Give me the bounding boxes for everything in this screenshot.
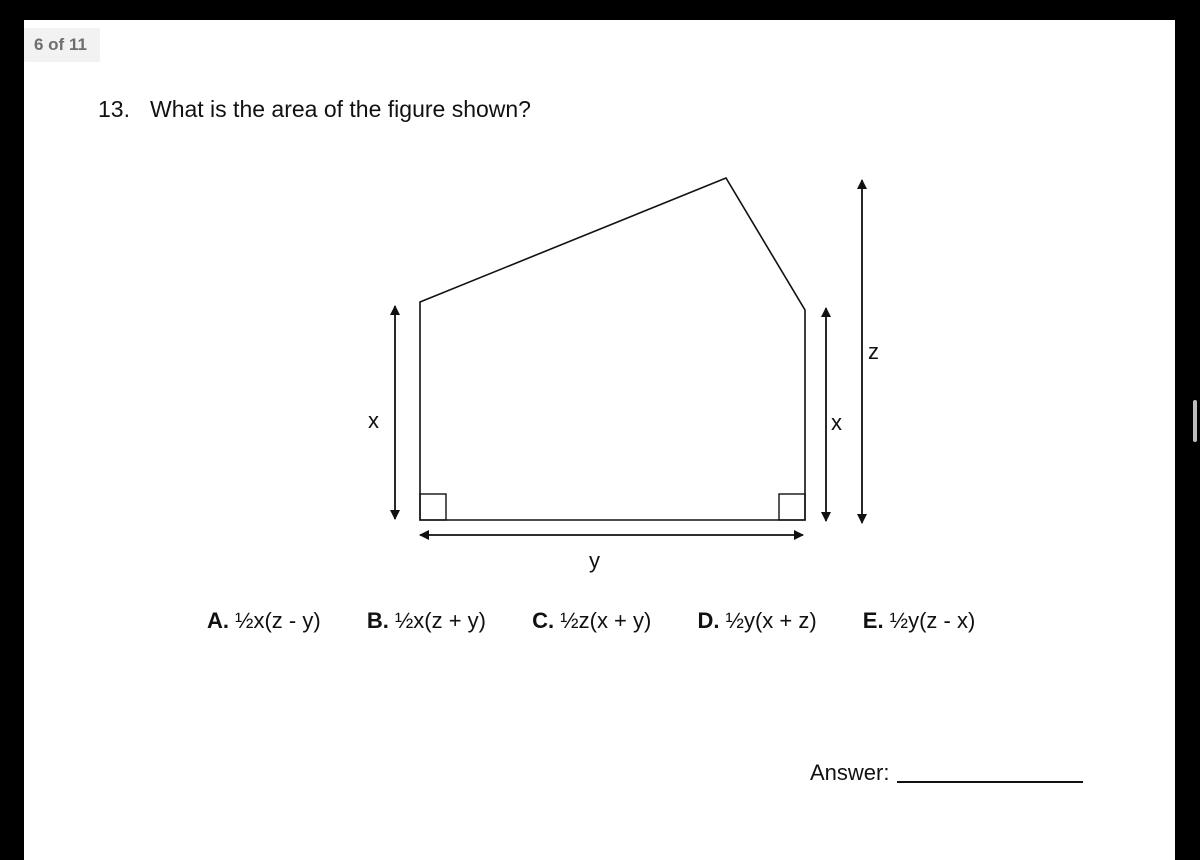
choice-b[interactable] — [367, 608, 486, 634]
answer-label: Answer: — [810, 760, 890, 785]
answer-blank[interactable] — [897, 780, 1083, 783]
choice-d-letter: D. — [697, 608, 720, 633]
left-height-label: x — [368, 408, 379, 433]
choice-e-letter: E. — [862, 608, 884, 633]
choice-c-letter: C. — [532, 608, 555, 633]
base-width-label: y — [589, 548, 600, 573]
choice-c[interactable] — [532, 608, 651, 634]
right-height-label: x — [831, 410, 842, 435]
choice-e[interactable] — [863, 608, 975, 634]
choice-c-text: ½z(x + y) — [560, 608, 652, 633]
question-text: What is the area of the figure shown? — [149, 96, 531, 122]
answer-area — [810, 760, 1083, 786]
choice-a[interactable] — [207, 608, 321, 634]
choice-a-text: ½x(z - y) — [235, 608, 321, 633]
choice-b-letter: B. — [366, 608, 389, 633]
question — [98, 96, 531, 123]
choice-d-text: ½y(x + z) — [725, 608, 817, 633]
question-number: 13. — [98, 96, 130, 122]
document-page — [24, 20, 1175, 860]
choice-a-letter: A. — [207, 608, 229, 633]
page-counter: 6 of 11 — [24, 28, 100, 62]
choice-e-text: ½y(z - x) — [889, 608, 976, 633]
choice-d[interactable] — [697, 608, 816, 634]
total-height-label: z — [868, 339, 879, 364]
choice-b-text: ½x(z + y) — [394, 608, 487, 633]
scrollbar-thumb[interactable] — [1193, 400, 1197, 442]
answer-choices — [207, 608, 975, 634]
